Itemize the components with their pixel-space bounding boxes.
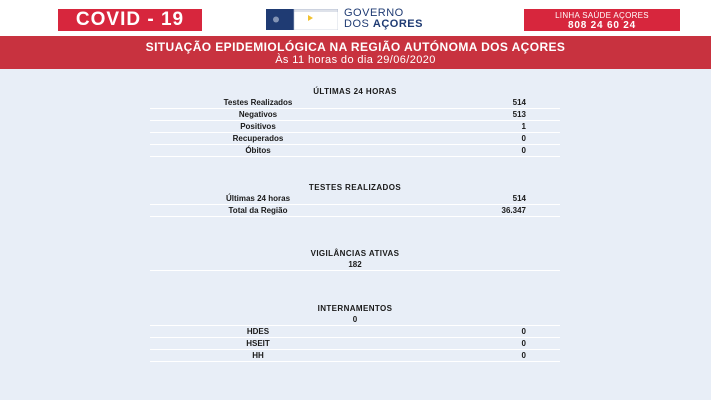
row-label: Últimas 24 horas xyxy=(225,194,291,203)
table-row xyxy=(150,350,560,362)
row-value: 0 xyxy=(521,351,526,360)
last24-title: ÚLTIMAS 24 HORAS xyxy=(313,87,397,96)
table-row xyxy=(150,97,560,109)
surveillance-title: VIGILÂNCIAS ATIVAS xyxy=(310,249,400,258)
helpline-label: LINHA SAÚDE AÇORES xyxy=(555,11,649,20)
row-label: Negativos xyxy=(238,110,278,119)
top-bar xyxy=(0,0,711,36)
gov-line1: GOVERNO xyxy=(344,7,404,19)
helpline-number: 808 24 60 24 xyxy=(568,20,636,31)
table-row xyxy=(150,326,560,338)
row-value: 513 xyxy=(512,110,526,119)
row-value: 36.347 xyxy=(501,206,526,215)
row-value: 514 xyxy=(512,194,526,203)
row-label: HH xyxy=(252,351,264,360)
tests-title: TESTES REALIZADOS xyxy=(308,183,402,192)
row-label: Positivos xyxy=(240,122,276,131)
row-label: Recuperados xyxy=(232,134,284,143)
row-label: HSEIT xyxy=(246,339,270,348)
table-row xyxy=(150,121,560,133)
table-row xyxy=(150,133,560,145)
hospital-total-row xyxy=(150,314,560,326)
row-label: HDES xyxy=(246,327,270,336)
title-banner xyxy=(0,36,711,69)
covid-badge: COVID - 19 xyxy=(58,9,202,31)
government-logo xyxy=(266,8,466,32)
banner-subtitle: Às 11 horas do dia 29/06/2020 xyxy=(275,54,436,66)
row-value: 0 xyxy=(521,146,526,155)
banner-title: SITUAÇÃO EPIDEMIOLÓGICA NA REGIÃO AUTÓNOMA DOS AÇORES xyxy=(145,40,566,54)
azores-flag-icon xyxy=(266,9,338,30)
hospital-title: INTERNAMENTOS xyxy=(317,304,393,313)
row-value: 0 xyxy=(521,134,526,143)
table-row xyxy=(150,145,560,157)
row-label: Óbitos xyxy=(245,146,271,155)
row-value: 0 xyxy=(521,327,526,336)
government-name xyxy=(344,8,423,30)
row-label: Total da Região xyxy=(228,206,288,215)
table-row xyxy=(150,205,560,217)
surveillance-row xyxy=(150,259,560,271)
hospital-total-value: 0 xyxy=(352,315,358,324)
row-label: Testes Realizados xyxy=(223,98,293,107)
gov-line2-prefix: DOS xyxy=(344,18,373,30)
row-value: 0 xyxy=(521,339,526,348)
table-row xyxy=(150,109,560,121)
gov-line2-region: AÇORES xyxy=(372,18,423,30)
table-row xyxy=(150,193,560,205)
row-value: 1 xyxy=(521,122,526,131)
surveillance-value: 182 xyxy=(348,260,362,269)
helpline-box xyxy=(524,9,680,31)
table-row xyxy=(150,338,560,350)
row-value: 514 xyxy=(512,98,526,107)
